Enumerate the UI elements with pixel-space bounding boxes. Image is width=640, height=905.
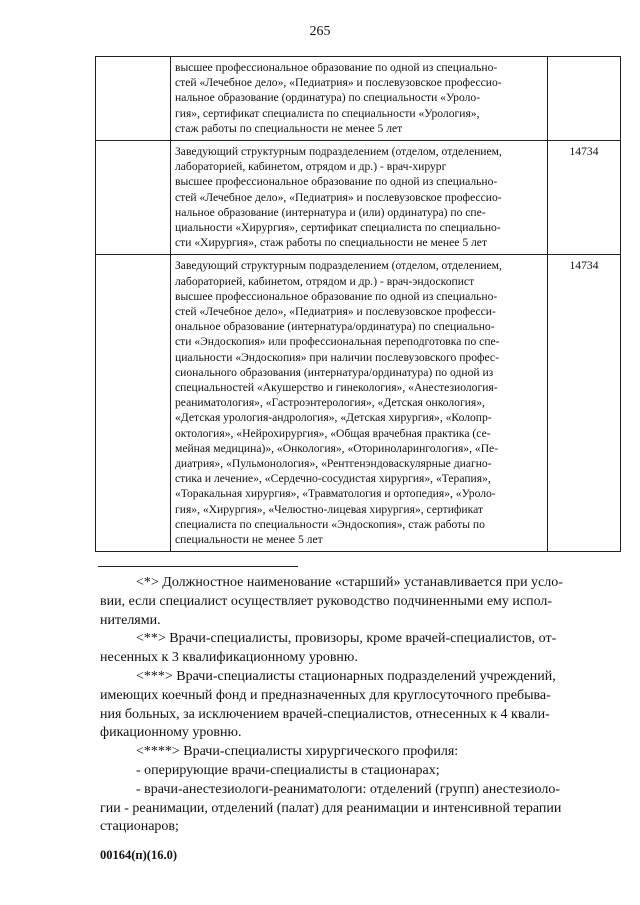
code-cell bbox=[548, 57, 621, 141]
footnote-paragraph bbox=[100, 743, 600, 762]
requirements-line: высшее профессиональное образование по одной из специально- bbox=[175, 61, 498, 74]
requirements-line: реаниматология», «Гастроэнтерология», «Детская онкология», bbox=[175, 396, 485, 410]
requirements-line: стей «Лечебное дело», «Педиатрия» и послевузовское професси- bbox=[175, 305, 496, 319]
requirements-line: лабораторией, кабинетом, отрядом и др.) - врач-хирург bbox=[175, 160, 447, 174]
empty-cell bbox=[96, 57, 171, 141]
requirements-line: диатрия», «Пульмонология», «Рентгенэндоваскулярные диагно- bbox=[175, 457, 492, 471]
requirements-line: Заведующий структурным подразделением (отделом, отделением, bbox=[175, 145, 502, 159]
footnote-line: ния больных, за исключением врачей-специалистов, отнесенных к 4 квали- bbox=[100, 706, 550, 722]
requirements-line: ональное образование (интернатура/ординатура) по специально- bbox=[175, 320, 495, 334]
page-number: 265 bbox=[309, 24, 331, 39]
requirements-line: сти «Эндоскопия» или профессиональная переподготовка по спе- bbox=[175, 335, 500, 349]
table-row bbox=[96, 255, 621, 552]
footnote-line: стационаров; bbox=[100, 819, 179, 835]
footnote-line: фикационному уровню. bbox=[100, 725, 242, 741]
code-cell: 14734 bbox=[548, 141, 621, 255]
table-body bbox=[96, 57, 621, 552]
requirements-line: сионального образования (интернатура/ординатура) по одной из bbox=[175, 365, 494, 379]
requirements-line: нальное образование (интернатура и (или) ординатура) по спе- bbox=[175, 205, 486, 219]
requirements-line: специальности не менее 5 лет bbox=[175, 533, 323, 547]
document-code: 00164(п)(16.0) bbox=[100, 848, 177, 862]
requirements-line: лабораторией, кабинетом, отрядом и др.) - врач-эндоскопист bbox=[175, 274, 475, 288]
requirements-line: сти «Хирургия», стаж работы по специальности не менее 5 лет bbox=[175, 236, 488, 250]
code-cell: 14734 bbox=[548, 255, 621, 552]
footnote-paragraph bbox=[100, 781, 600, 837]
requirements-line: стика и лечение», «Сердечно-сосудистая хирургия», «Терапия», bbox=[175, 472, 491, 486]
requirements-cell bbox=[171, 255, 548, 552]
requirements-cell bbox=[171, 57, 548, 141]
requirements-line: стаж работы по специальности не менее 5 лет bbox=[175, 121, 403, 135]
requirements-line: циальности «Хирургия», сертификат специалиста по специально- bbox=[175, 221, 501, 235]
footnote-line: несенных к 3 квалификационному уровню. bbox=[100, 650, 358, 666]
requirements-line: высшее профессиональное образование по одной из специально- bbox=[175, 175, 498, 189]
requirements-line: «Торакальная хирургия», «Травматология и ортопедия», «Уроло- bbox=[175, 487, 496, 501]
footnote-paragraph bbox=[100, 762, 600, 781]
requirements-line: мейная медицина)», «Онкология», «Оториноларингология», «Пе- bbox=[175, 441, 499, 455]
requirements-line: нальное образование (ординатура) по специальности «Уроло- bbox=[175, 91, 481, 105]
requirements-line: специальностей «Акушерство и гинекология», «Анестезиология- bbox=[175, 381, 498, 395]
requirements-line: специалиста по специальности «Эндоскопия», стаж работы по bbox=[175, 517, 485, 531]
footnote-line: гии - реанимации, отделений (палат) для реанимации и интенсивной терапии bbox=[100, 800, 562, 816]
empty-cell bbox=[96, 141, 171, 255]
footnote-line: имеющих коечный фонд и предназначенных для круглосуточного пребыва- bbox=[100, 687, 551, 703]
footnote-paragraph bbox=[100, 630, 600, 668]
footnote-line: - врачи-анестезиологи-реаниматологи: отделений (групп) анестезиоло- bbox=[136, 781, 560, 797]
qualification-table bbox=[95, 56, 621, 552]
requirements-line: «Детская урология-андрология», «Детская хирургия», «Колопр- bbox=[175, 411, 492, 425]
requirements-line: гия», сертификат специалиста по специальности «Урология», bbox=[175, 106, 480, 120]
requirements-line: стей «Лечебное дело», «Педиатрия» и послевузовское профессио- bbox=[175, 76, 502, 90]
requirements-line: октология», «Нейрохирургия», «Общая врачебная практика (се- bbox=[175, 426, 491, 440]
footnote-line: - оперирующие врачи-специалисты в стационарах; bbox=[136, 762, 440, 778]
footnote-paragraph bbox=[100, 668, 600, 743]
requirements-cell bbox=[171, 141, 548, 255]
footnote-line: <**> Врачи-специалисты, провизоры, кроме врачей-специалистов, от- bbox=[136, 631, 557, 647]
footnote-paragraph bbox=[100, 574, 600, 630]
table-row bbox=[96, 57, 621, 141]
requirements-line: циальности «Эндоскопия» при наличии послевузовского профес- bbox=[175, 350, 499, 364]
empty-cell bbox=[96, 255, 171, 552]
footnote-line: вии, если специалист осуществляет руководство подчиненными ему испол- bbox=[100, 593, 553, 609]
footnotes bbox=[100, 574, 600, 837]
footnote-separator bbox=[98, 566, 298, 567]
requirements-line: высшее профессиональное образование по одной из специально- bbox=[175, 289, 498, 303]
footnote-line: <***> Врачи-специалисты стационарных подразделений учреждений, bbox=[136, 668, 556, 684]
requirements-line: Заведующий структурным подразделением (отделом, отделением, bbox=[175, 259, 502, 273]
table-row bbox=[96, 141, 621, 255]
requirements-line: гия», «Хирургия», «Челюстно-лицевая хирургия», сертификат bbox=[175, 502, 483, 516]
footnote-line: <****> Врачи-специалисты хирургического профиля: bbox=[136, 744, 459, 760]
footnote-line: нителями. bbox=[100, 612, 161, 628]
footnote-line: <*> Должностное наименование «старший» устанавливается при усло- bbox=[136, 575, 563, 590]
requirements-line: стей «Лечебное дело», «Педиатрия» и послевузовское профессио- bbox=[175, 190, 502, 204]
